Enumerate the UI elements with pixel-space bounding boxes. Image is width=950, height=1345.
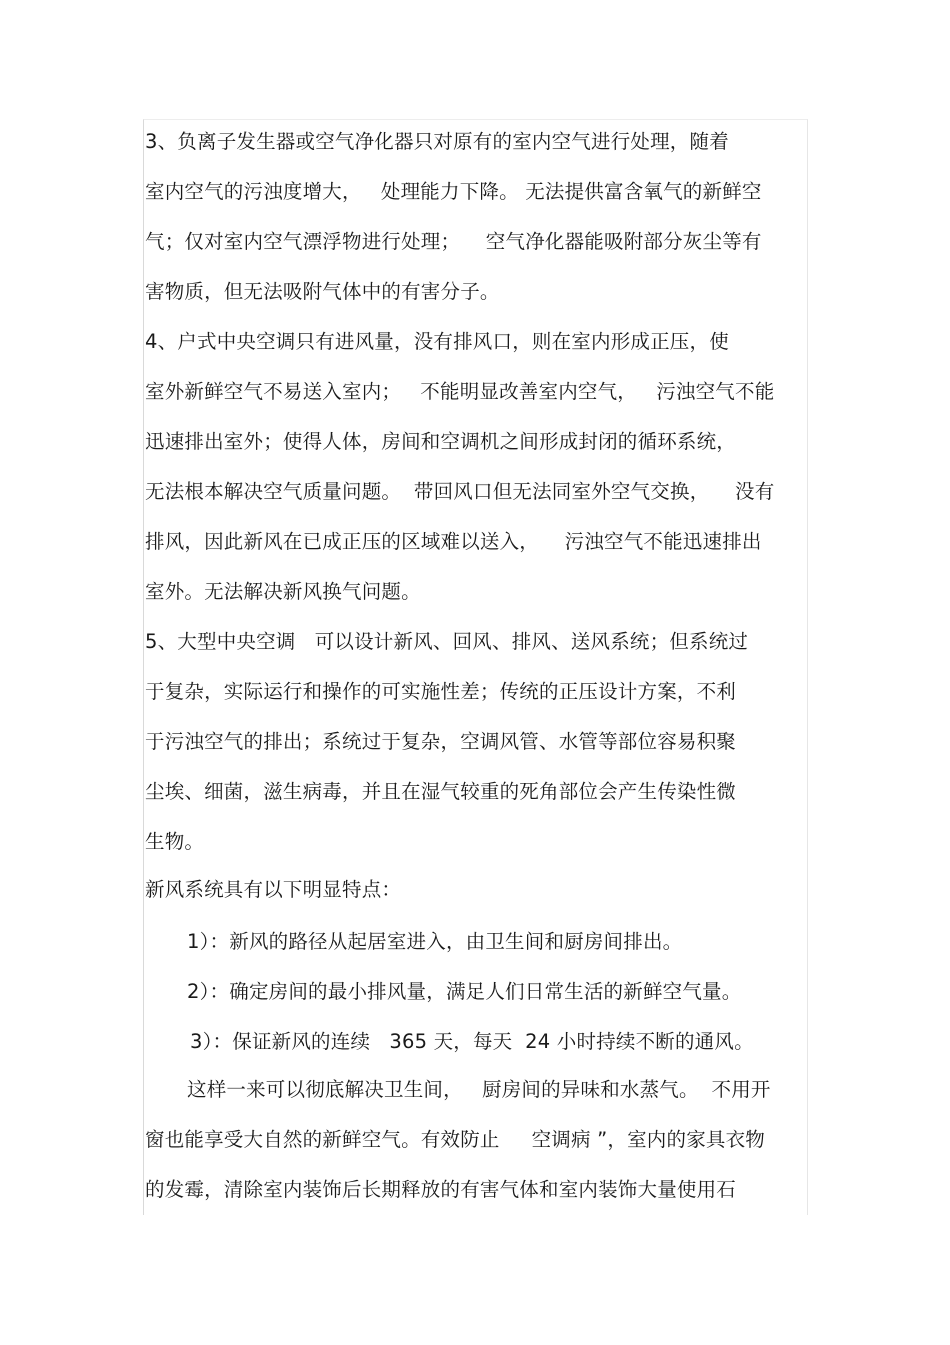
text-line: 排风，因此新风在已成正压的区域难以送入， 污浊空气不能迅速排出	[145, 530, 762, 553]
text-line: 3、负离子发生器或空气净化器只对原有的室内空气进行处理，随着	[145, 130, 729, 153]
text-line: 于复杂，实际运行和操作的可实施性差；传统的正压设计方案，不利	[145, 680, 737, 703]
text-line: 于污浊空气的排出；系统过于复杂，空调风管、水管等部位容易积聚	[145, 730, 737, 753]
text-line: 尘埃、细菌，滋生病毒，并且在湿气较重的死角部位会产生传染性微	[145, 780, 737, 803]
text-line: 的发霉，清除室内装饰后长期释放的有害气体和室内装饰大量使用石	[145, 1178, 737, 1201]
text-line: 新风系统具有以下明显特点：	[145, 878, 402, 901]
list-item: 1）：新风的路径从起居室进入，由卫生间和厨房间排出。	[187, 930, 683, 953]
text-line: 室内空气的污浊度增大， 处理能力下降。 无法提供富含氧气的新鲜空	[145, 180, 762, 203]
text-line: 生物。	[145, 830, 205, 853]
list-item: 2）：确定房间的最小排风量，满足人们日常生活的新鲜空气量。	[187, 980, 742, 1003]
text-line: 迅速排出室外；使得人体，房间和空调机之间形成封闭的循环系统，	[145, 430, 737, 453]
text-line: 气；仅对室内空气漂浮物进行处理； 空气净化器能吸附部分灰尘等有	[145, 230, 762, 253]
text-line: 害物质，但无法吸附气体中的有害分子。	[145, 280, 500, 303]
text-line: 窗也能享受大自然的新鲜空气。有效防止 空调病 ”，室内的家具衣物	[145, 1128, 765, 1151]
text-line: 这样一来可以彻底解决卫生间， 厨房间的异味和水蒸气。 不用开	[187, 1078, 771, 1101]
text-line: 室外。无法解决新风换气问题。	[145, 580, 421, 603]
text-line: 室外新鲜空气不易送入室内； 不能明显改善室内空气， 污浊空气不能	[145, 380, 775, 403]
list-item: 3）：保证新风的连续 365 天，每天 24 小时持续不断的通风。	[190, 1030, 754, 1053]
text-line: 4、户式中央空调只有进风量，没有排风口，则在室内形成正压，使	[145, 330, 729, 353]
text-line: 无法根本解决空气质量问题。 带回风口但无法同室外空气交换， 没有	[145, 480, 775, 503]
text-line: 5、大型中央空调 可以设计新风、回风、排风、送风系统；但系统过	[145, 630, 749, 653]
